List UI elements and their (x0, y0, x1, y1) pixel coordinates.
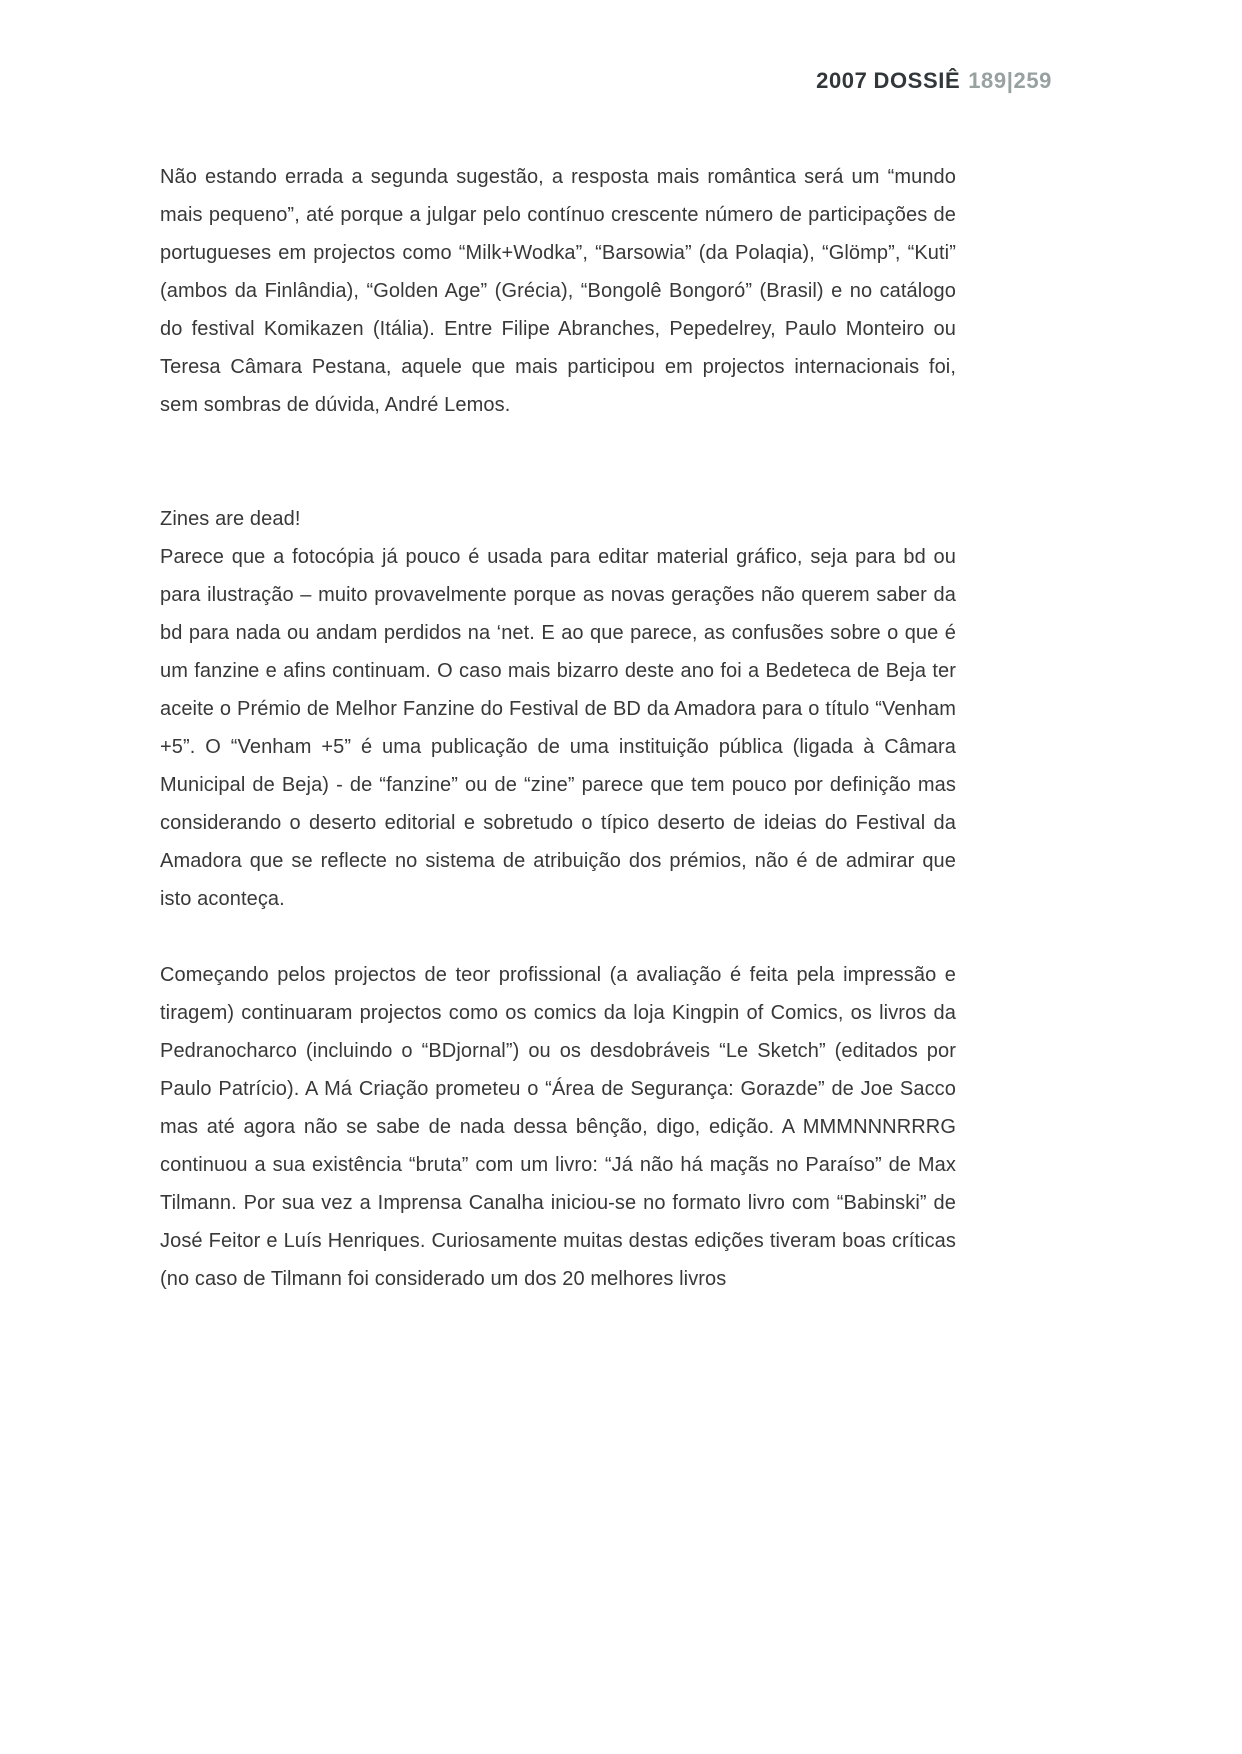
page-header (816, 68, 1052, 94)
header-title: DOSSIÊ (873, 68, 961, 93)
paragraph-professional-projects: Começando pelos projectos de teor profissional (a avaliação é feita pela impressão e tiragem) continuaram projectos como os comics da loja Kingpin of Comics, os livros da Pedranocharco (incluindo o “BDjornal”) ou os desdobráveis “Le Sketch” (editados por Paulo Patrício). A Má Criação prometeu o “Área de Segurança: Gorazde” de Joe Sacco mas até agora não se sabe de nada dessa bênção, digo, edição. A MMMNNNRRRG continuou a sua existência “bruta” com um livro: “Já não há maçãs no Paraíso” de Max Tilmann. Por sua vez a Imprensa Canalha iniciou-se no formato livro com “Babinski” de José Feitor e Luís Henriques. Curiosamente muitas destas edições tiveram boas críticas (no caso de Tilmann foi considerado um dos 20 melhores livros (160, 964, 956, 1290)
paragraph-zines: Parece que a fotocópia já pouco é usada para editar material gráfico, seja para bd ou para ilustração – muito provavelmente porque as novas gerações não querem saber da bd para nada ou andam perdidos na ‘net. E ao que parece, as confusões sobre o que é um fanzine e afins continuam. O caso mais bizarro deste ano foi a Bedeteca de Beja ter aceite o Prémio de Melhor Fanzine do Festival de BD da Amadora para o título “Venham +5”. O “Venham +5” é uma publicação de uma instituição pública (ligada à Câmara Municipal de Beja) - de “fanzine” ou de “zine” parece que tem pouco por definição mas considerando o deserto editorial e sobretudo o típico deserto de ideias do Festival da Amadora que se reflecte no sistema de atribuição dos prémios, não é de admirar que isto aconteça. (160, 546, 956, 910)
header-year: 2007 (816, 68, 868, 93)
section-heading-zines-are-dead: Zines are dead! (160, 508, 301, 530)
header-page-numbers: 189|259 (968, 68, 1052, 93)
paragraph-international-projects: Não estando errada a segunda sugestão, a resposta mais romântica será um “mundo mais pequeno”, até porque a julgar pelo contínuo crescente número de participações de portugueses em projectos como “Milk+Wodka”, “Barsowia” (da Polaqia), “Glömp”, “Kuti” (ambos da Finlândia), “Golden Age” (Grécia), “Bongolê Bongoró” (Brasil) e no catálogo do festival Komikazen (Itália). Entre Filipe Abranches, Pepedelrey, Paulo Monteiro ou Teresa Câmara Pestana, aquele que mais participou em projectos internacionais foi, sem sombras de dúvida, André Lemos. (160, 166, 956, 416)
document-body (160, 158, 956, 1298)
